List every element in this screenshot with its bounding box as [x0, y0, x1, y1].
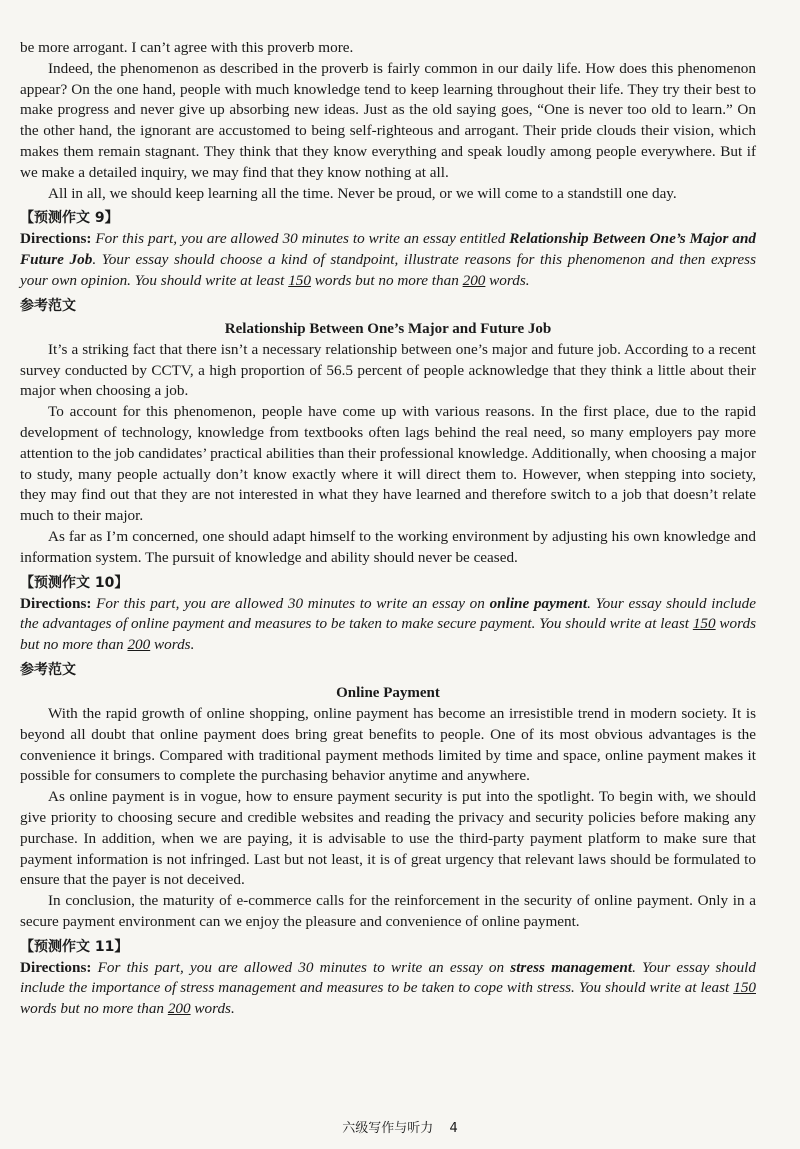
max-words: 200	[462, 271, 486, 289]
directions-text: For this part, you are allowed 30 minutes to write an essay on	[91, 958, 511, 976]
directions-label: Directions:	[20, 958, 92, 976]
essay10-paragraph-1: With the rapid growth of online shopping, online payment has become an irresistible trend in modern society. It is beyond all doubt that online payment does bring great benefits to people. One of its most obvious advantages is the convenience it brings. Compared with traditional payment methods limited by time and space, online payment makes it possible for consumers to complete the purchasing behavior anytime and anywhere.	[20, 704, 756, 785]
directions-topic: Relationship Between One’s Major and Future Job	[20, 230, 757, 269]
essay9-directions	[20, 229, 756, 291]
directions-text: . Your essay should include the importance of stress management and measures to be taken to cope with stress. You should write at least	[20, 958, 756, 997]
essay10-directions	[20, 594, 756, 656]
essay10-reference-label: 参考范文	[20, 661, 76, 678]
min-words: 150	[733, 979, 756, 997]
page-footer	[0, 1117, 800, 1136]
directions-text: For this part, you are allowed 30 minutes to write an essay on	[91, 594, 490, 612]
page-number: 4	[449, 1121, 458, 1136]
essay9-title: Relationship Between One’s Major and Future Job	[224, 320, 552, 337]
directions-text: For this part, you are allowed 30 minutes to write an essay entitled	[91, 230, 510, 248]
directions-text: words.	[190, 1000, 235, 1018]
directions-text: . Your essay should choose a kind of standpoint, illustrate reasons for this phenomenon and then express your own opinion. You should write at least	[20, 251, 756, 289]
essay11-directions	[20, 958, 756, 1020]
directions-label: Directions:	[20, 594, 92, 612]
min-words: 150	[692, 615, 716, 633]
directions-text: . Your essay should include the advantages of online payment and measures to be taken to make secure payment. You should write at least	[20, 594, 756, 633]
directions-topic: stress management	[510, 958, 633, 976]
directions-text: words but no more than	[20, 1000, 168, 1018]
essay9-reference-label: 参考范文	[20, 297, 76, 314]
essay8-paragraph-3: All in all, we should keep learning all the time. Never be proud, or we will come to a standstill one day.	[48, 184, 677, 202]
max-words: 200	[167, 1000, 191, 1018]
essay8-paragraph-1: be more arrogant. I can’t agree with this proverb more.	[20, 39, 354, 56]
essay9-paragraph-1: It’s a striking fact that there isn’t a necessary relationship between one’s major and future job. According to a recent survey conducted by CCTV, a high proportion of 56.5 percent of people acknowledge that they think a little about their major when choosing a job.	[20, 340, 756, 400]
essay9-paragraph-3: As far as I’m concerned, one should adapt himself to the working environment by adjusting his own knowledge and information system. The pursuit of knowledge and ability should never be ceased.	[20, 527, 756, 566]
max-words: 200	[127, 636, 151, 654]
book-title: 六级写作与听力	[342, 1121, 434, 1136]
directions-text: words.	[485, 271, 530, 289]
essay11-heading: 【预测作文 11】	[20, 938, 129, 955]
directions-text: words.	[150, 636, 195, 654]
directions-text: words but no more than	[20, 615, 757, 654]
essay10-title: Online Payment	[336, 684, 440, 701]
min-words: 150	[288, 271, 311, 289]
directions-text: words but no more than	[310, 271, 463, 289]
directions-topic: online payment	[489, 594, 588, 612]
essay10-paragraph-2: As online payment is in vogue, how to ensure payment security is put into the spotlight. To begin with, we should give priority to choosing secure and credible websites and reading the privacy and security policies before making any purchase. In addition, when we are paying, it is advisable to use the third-party payment platform to make sure that payment information is not infringed. Last but not least, it is of great urgency that relevant laws should be formulated to ensure that the payer is not deceived.	[20, 788, 756, 889]
directions-label: Directions:	[20, 230, 92, 248]
essay10-paragraph-3: In conclusion, the maturity of e-commerce calls for the reinforcement in the security of online payment. Only in a secure payment environment can we enjoy the pleasure and convenience of online payment.	[20, 892, 756, 930]
essay8-paragraph-2: Indeed, the phenomenon as described in the proverb is fairly common in our daily life. How does this phenomenon appear? On the one hand, people with much knowledge tend to keep learning throughout their life. They try their best to make progress and never give up absorbing new ideas. Just as the old saying goes, “One is never too old to learn.” On the other hand, the ignorant are accustomed to being self-righteous and arrogant. Their pride clouds their vision, which makes them remain stagnant. They think that they know everything and speak loudly among people everywhere. But if we make a detailed inquiry, we may find that they know nothing at all.	[20, 59, 756, 181]
essay9-heading: 【预测作文 9】	[20, 210, 119, 227]
essay9-paragraph-2: To account for this phenomenon, people have come up with various reasons. In the first place, due to the rapid development of technology, knowledge from textbooks often lags behind the real need, so many employers pay more attention to the job candidates’ practical abilities than their professional knowledge. Additionally, when choosing a major to study, many people actually don’t know exactly where it will direct them to. However, when stepping into society, they may find out that they are not interested in what they have learned and therefore switch to a job that doesn’t relate much to their major.	[20, 403, 756, 525]
page-content	[20, 38, 756, 1020]
essay10-heading: 【预测作文 10】	[20, 574, 129, 591]
